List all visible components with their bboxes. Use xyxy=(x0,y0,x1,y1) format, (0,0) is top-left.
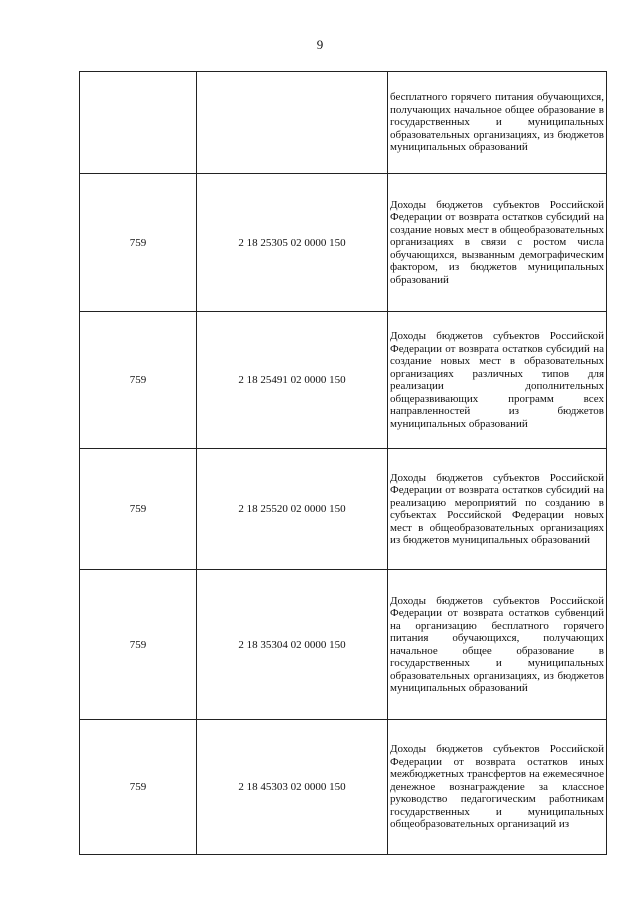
budget-code-cell: 2 18 25520 02 0000 150 xyxy=(197,449,388,570)
description-cell: Доходы бюджетов субъектов Российской Федерации от возврата остатков иных межбюджетных трансфертов на ежемесячное денежное вознаграждение за классное руководство педагогическим работникам государственных и муниципальных общеобразовательных организаций из xyxy=(388,720,607,855)
admin-code-cell: 759 xyxy=(80,312,197,449)
table-row xyxy=(80,570,607,720)
table-row xyxy=(80,720,607,855)
admin-code-cell: 759 xyxy=(80,449,197,570)
description-cell: Доходы бюджетов субъектов Российской Федерации от возврата остатков субсидий на создание новых мест в образовательных организациях различных типов для реализации дополнительных общеразвивающих программ всех направленностей из бюджетов муниципальных образований xyxy=(388,312,607,449)
description-cell: бесплатного горячего питания обучающихся, получающих начальное общее образование в государственных и муниципальных образовательных организациях, из бюджетов муниципальных образований xyxy=(388,72,607,174)
table-row xyxy=(80,312,607,449)
description-cell: Доходы бюджетов субъектов Российской Федерации от возврата остатков субсидий на создание новых мест в общеобразовательных организациях в связи с ростом числа обучающихся, вызванным демографическим фактором, из бюджетов муниципальных образований xyxy=(388,174,607,312)
admin-code-cell xyxy=(80,72,197,174)
description-cell: Доходы бюджетов субъектов Российской Федерации от возврата остатков субсидий на реализацию мероприятий по созданию в субъектах Российской Федерации новых мест в общеобразовательных организациях из бюджетов муниципальных образований xyxy=(388,449,607,570)
admin-code-cell: 759 xyxy=(80,570,197,720)
budget-codes-table xyxy=(79,71,607,855)
page-number: 9 xyxy=(316,37,324,52)
budget-code-cell: 2 18 35304 02 0000 150 xyxy=(197,570,388,720)
admin-code-cell: 759 xyxy=(80,720,197,855)
table-row xyxy=(80,72,607,174)
budget-code-cell: 2 18 25491 02 0000 150 xyxy=(197,312,388,449)
description-cell: Доходы бюджетов субъектов Российской Федерации от возврата остатков субвенций на организацию бесплатного горячего питания обучающихся, получающих начальное общее образование в государственных и муниципальных образовательных организациях, из бюджетов муниципальных образований xyxy=(388,570,607,720)
table-row xyxy=(80,174,607,312)
budget-code-cell xyxy=(197,72,388,174)
table-row xyxy=(80,449,607,570)
budget-code-cell: 2 18 25305 02 0000 150 xyxy=(197,174,388,312)
budget-code-cell: 2 18 45303 02 0000 150 xyxy=(197,720,388,855)
admin-code-cell: 759 xyxy=(80,174,197,312)
